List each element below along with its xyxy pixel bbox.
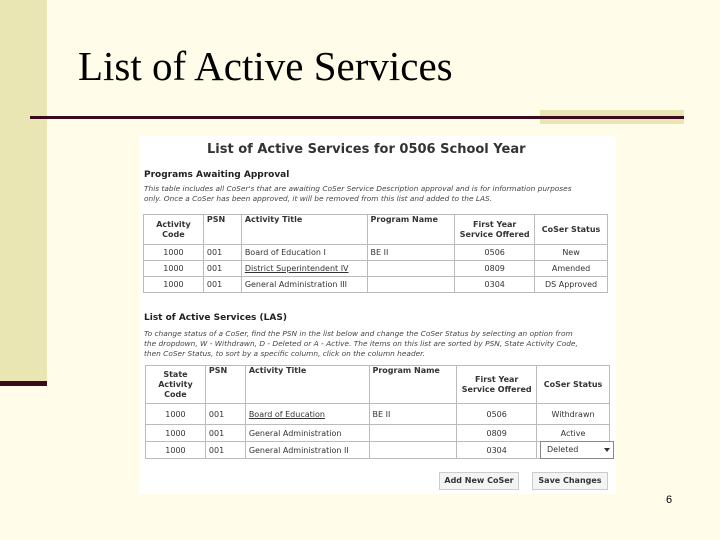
coser-status: Withdrawn bbox=[537, 404, 610, 425]
program-name: BE II bbox=[369, 404, 457, 425]
activity-title: General Administration II bbox=[245, 442, 369, 459]
coser-status: DS Approved bbox=[535, 277, 608, 293]
table-row bbox=[144, 245, 608, 261]
coser-status: New bbox=[535, 245, 608, 261]
column-header[interactable]: Activity Code bbox=[144, 215, 204, 245]
table-row bbox=[146, 404, 610, 425]
column-header[interactable]: Program Name bbox=[369, 366, 457, 404]
coser-status: Active bbox=[537, 425, 610, 442]
column-header[interactable]: First Year Service Offered bbox=[457, 366, 537, 404]
first-year: 0506 bbox=[455, 245, 535, 261]
psn: 001 bbox=[205, 425, 245, 442]
activity-title: General Administration bbox=[245, 425, 369, 442]
dropdown-value: Deleted bbox=[547, 445, 579, 454]
activity-code: 1000 bbox=[144, 261, 204, 277]
las-description: To change status of a CoSer, find the PSN in the list below and change the CoSer Status by selecting an option from the dropdown, W - Withdrawn, D - Deleted or A - Active. The items on this list are sorted by PSN, State Activity Code, then CoSer Status, to sort by a specific column, click on the column header. bbox=[144, 329, 578, 358]
column-header[interactable]: PSN bbox=[205, 366, 245, 404]
title-rule-accent bbox=[540, 116, 684, 119]
first-year: 0304 bbox=[455, 277, 535, 293]
las-screenshot bbox=[139, 136, 616, 494]
activity-title: Board of Education I bbox=[241, 245, 367, 261]
pending-table bbox=[143, 214, 608, 293]
left-decor-accent bbox=[0, 381, 47, 386]
table-row bbox=[144, 277, 608, 293]
column-header[interactable]: Activity Title bbox=[241, 215, 367, 245]
activity-code: 1000 bbox=[144, 277, 204, 293]
las-heading: List of Active Services (LAS) bbox=[144, 313, 287, 323]
add-new-coser-button[interactable]: Add New CoSer bbox=[439, 472, 519, 490]
psn: 001 bbox=[203, 245, 241, 261]
left-decor-bar bbox=[0, 0, 47, 385]
table-row bbox=[146, 425, 610, 442]
first-year: 0809 bbox=[457, 425, 537, 442]
program-name bbox=[369, 425, 457, 442]
column-header[interactable]: Activity Title bbox=[245, 366, 369, 404]
first-year: 0304 bbox=[457, 442, 537, 459]
activity-code: 1000 bbox=[146, 442, 206, 459]
activity-title-link[interactable]: Board of Education bbox=[245, 404, 369, 425]
column-header[interactable]: CoSer Status bbox=[537, 366, 610, 404]
slide-title: List of Active Services bbox=[78, 43, 453, 89]
psn: 001 bbox=[203, 277, 241, 293]
psn: 001 bbox=[203, 261, 241, 277]
activity-code: 1000 bbox=[144, 245, 204, 261]
pending-heading: Programs Awaiting Approval bbox=[144, 170, 290, 180]
program-name bbox=[367, 277, 455, 293]
coser-status-dropdown[interactable] bbox=[540, 441, 614, 459]
program-name bbox=[367, 261, 455, 277]
column-header[interactable]: PSN bbox=[203, 215, 241, 245]
coser-status: Amended bbox=[535, 261, 608, 277]
program-name bbox=[369, 442, 457, 459]
page-number: 6 bbox=[666, 494, 673, 506]
activity-title-link[interactable]: District Superintendent IV bbox=[241, 261, 367, 277]
table-row bbox=[144, 261, 608, 277]
column-header[interactable]: Program Name bbox=[367, 215, 455, 245]
dropdown-arrow-icon[interactable] bbox=[604, 448, 610, 452]
activity-code: 1000 bbox=[146, 404, 206, 425]
first-year: 0506 bbox=[457, 404, 537, 425]
program-name: BE II bbox=[367, 245, 455, 261]
psn: 001 bbox=[205, 404, 245, 425]
column-header[interactable]: CoSer Status bbox=[535, 215, 608, 245]
activity-code: 1000 bbox=[146, 425, 206, 442]
first-year: 0809 bbox=[455, 261, 535, 277]
pending-description: This table includes all CoSer's that are awaiting CoSer Service Description approval and is for information purposes only. Once a CoSer has been approved, it will be removed from this list and added to the LAS. bbox=[144, 184, 572, 203]
column-header[interactable]: State Activity Code bbox=[146, 366, 206, 404]
las-page-title: List of Active Services for 0506 School Year bbox=[207, 142, 526, 157]
save-changes-button[interactable]: Save Changes bbox=[532, 472, 608, 490]
column-header[interactable]: First Year Service Offered bbox=[455, 215, 535, 245]
psn: 001 bbox=[205, 442, 245, 459]
activity-title: General Administration III bbox=[241, 277, 367, 293]
